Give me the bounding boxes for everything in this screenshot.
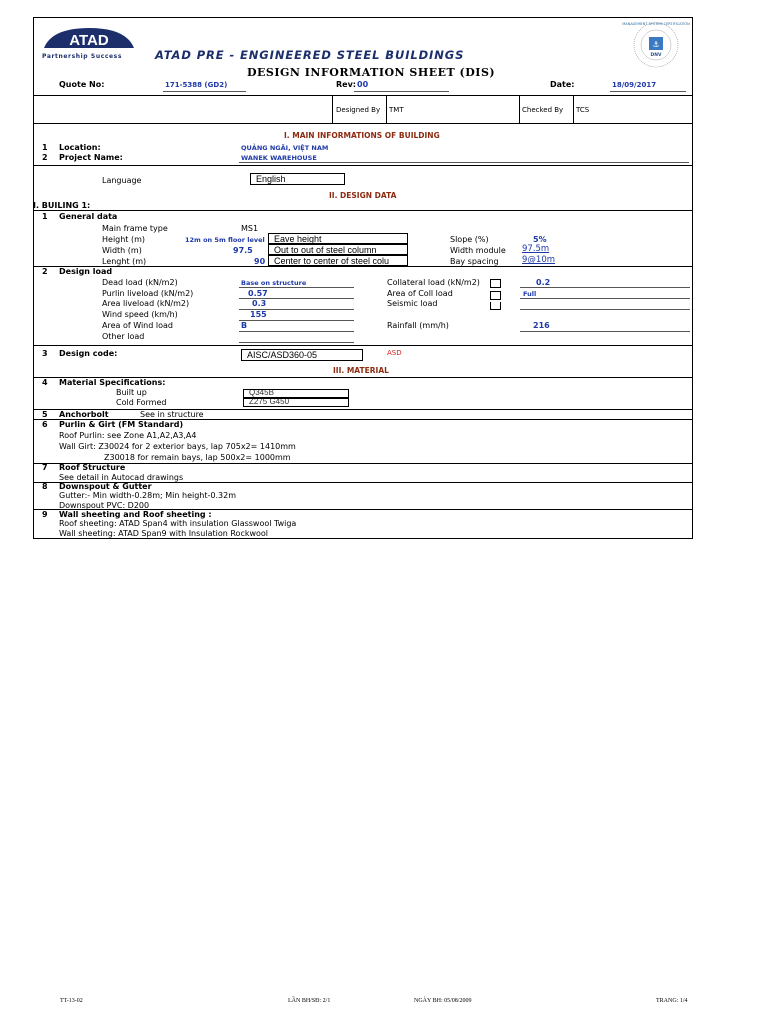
- design-load-label: Design load: [59, 267, 113, 276]
- row-number: 8: [42, 482, 48, 491]
- slope-value: 5%: [533, 235, 547, 244]
- row-number: 1: [42, 212, 48, 221]
- area-liveload-value: 0.3: [252, 299, 267, 308]
- row-number: 1: [42, 143, 48, 152]
- built-up-label: Built up: [116, 388, 147, 397]
- footer-issue-date: NGÀY BH: 05/08/2009: [414, 998, 472, 1004]
- width-value: 97.5: [233, 246, 253, 255]
- width-module-value: 97.5m: [522, 244, 550, 254]
- rev-label: Rev:: [336, 80, 356, 89]
- dead-load-value: Base on structure: [241, 279, 307, 287]
- main-frame-value: MS1: [241, 224, 259, 233]
- slope-label: Slope (%): [450, 235, 489, 244]
- row-number: 4: [42, 378, 48, 387]
- footer-edition: LẦN BH/SĐ: 2/1: [288, 998, 331, 1004]
- section-material-title: III. MATERIAL: [333, 366, 389, 375]
- collateral-load-checkbox[interactable]: [490, 279, 501, 288]
- footer-form-code: TT-13-02: [60, 998, 83, 1004]
- language-label: Language: [102, 176, 142, 185]
- sheet-title: DESIGN INFORMATION SHEET (DIS): [247, 66, 496, 79]
- anchorbolt-label: Anchorbolt: [59, 410, 109, 419]
- purlin-liveload-value: 0.57: [248, 289, 268, 298]
- svg-text:⚓: ⚓: [652, 40, 660, 49]
- roof-structure-line: See detail in Autocad drawings: [59, 473, 184, 482]
- row-number: 3: [42, 349, 48, 358]
- sheeting-label: Wall sheeting and Roof sheeting :: [59, 510, 212, 519]
- row-number: 6: [42, 420, 48, 429]
- sheeting-line: Wall sheeting: ATAD Span9 with Insulation Rockwool: [59, 529, 269, 538]
- roof-structure-label: Roof Structure: [59, 463, 126, 472]
- purlin-liveload-label: Purlin liveload (kN/m2): [102, 289, 194, 298]
- coll-area-checkbox[interactable]: [490, 291, 501, 300]
- general-data-label: General data: [59, 212, 118, 221]
- cold-formed-field[interactable]: Z275 G450: [243, 398, 349, 407]
- svg-text:DNV: DNV: [650, 53, 662, 58]
- row-number: 7: [42, 463, 48, 472]
- project-name-label: Project Name:: [59, 153, 123, 162]
- coll-area-value: Full: [523, 290, 537, 298]
- dead-load-label: Dead load (kN/m2): [102, 278, 178, 287]
- downspout-gutter-label: Downspout & Gutter: [59, 482, 152, 491]
- checked-by-label: Checked By: [522, 106, 564, 114]
- row-number: 9: [42, 510, 48, 519]
- seismic-load-label: Seismic load: [387, 299, 438, 308]
- section-main-info-title: I. MAIN INFORMATIONS OF BUILDING: [284, 131, 440, 140]
- location-label: Location:: [59, 143, 101, 152]
- area-wind-label: Area of Wind load: [102, 321, 173, 330]
- area-liveload-label: Area liveload (kN/m2): [102, 299, 190, 308]
- main-frame-label: Main frame type: [102, 224, 168, 233]
- designed-by-value: TMT: [389, 106, 404, 114]
- built-up-field[interactable]: Q345B: [243, 389, 349, 398]
- seismic-load-checkbox[interactable]: [490, 302, 501, 310]
- width-module-label: Width module: [450, 246, 506, 255]
- location-value: QUẢNG NGÃI, VIỆT NAM: [241, 144, 329, 152]
- width-label: Width (m): [102, 246, 142, 255]
- bay-spacing-label: Bay spacing: [450, 257, 499, 266]
- building-label: I. BUILING 1:: [33, 201, 91, 210]
- designed-by-label: Designed By: [336, 106, 381, 114]
- language-select[interactable]: English: [250, 173, 345, 185]
- height-value: 12m on 5m floor level: [185, 236, 265, 244]
- length-label: Lenght (m): [102, 257, 147, 266]
- wind-speed-label: Wind speed (km/h): [102, 310, 178, 319]
- length-value: 90: [254, 257, 266, 266]
- quote-value: 171-5388 (GD2): [165, 81, 228, 89]
- other-load-label: Other load: [102, 332, 145, 341]
- design-code-method: ASD: [387, 349, 402, 357]
- footer-page-number: TRANG: 1/4: [656, 998, 688, 1004]
- bay-spacing-value: 9@10m: [522, 255, 556, 265]
- cold-formed-label: Cold Formed: [116, 398, 167, 407]
- collateral-load-label: Collateral load (kN/m2): [387, 278, 480, 287]
- height-note-field[interactable]: Eave height: [268, 233, 408, 244]
- purlin-line: Roof Purlin: see Zone A1,A2,A3,A4: [59, 431, 197, 440]
- collateral-load-value: 0.2: [536, 278, 551, 287]
- downspout-line: Downspout PVC: D200: [59, 501, 150, 510]
- logo-tagline: Partnership Success: [42, 53, 123, 60]
- area-wind-value: B: [241, 321, 248, 330]
- purlin-line: Z30018 for remain bays, lap 500x2= 1000mm: [104, 453, 291, 462]
- design-code-field[interactable]: AISC/ASD360-05: [241, 349, 363, 361]
- section-design-data-title: II. DESIGN DATA: [329, 191, 397, 200]
- rainfall-label: Rainfall (mm/h): [387, 321, 449, 330]
- svg-text:ATAD: ATAD: [69, 32, 109, 49]
- wind-speed-value: 155: [250, 310, 267, 319]
- date-value: 18/09/2017: [612, 81, 657, 89]
- company-title: ATAD PRE - ENGINEERED STEEL BUILDINGS: [155, 48, 465, 62]
- sheeting-line: Roof sheeting: ATAD Span4 with insulation Glasswool Twiga: [59, 519, 297, 528]
- checked-by-value: TCS: [576, 106, 590, 114]
- downspout-line: Gutter:- Min width-0.28m; Min height-0.32m: [59, 491, 236, 500]
- anchorbolt-value: See in structure: [140, 410, 204, 419]
- material-spec-label: Material Specifications:: [59, 378, 166, 387]
- rainfall-value: 216: [533, 321, 550, 330]
- rev-value: 00: [357, 80, 369, 89]
- svg-text:MANAGEMENT SYSTEM CERTIFICATIO: MANAGEMENT SYSTEM CERTIFICATION: [622, 22, 690, 26]
- coll-area-label: Area of Coll load: [387, 289, 453, 298]
- length-note-field[interactable]: Center to center of steel colu: [268, 255, 408, 266]
- width-note-field[interactable]: Out to out of steel column: [268, 244, 408, 255]
- row-number: 5: [42, 410, 48, 419]
- purlin-line: Wall Girt: Z30024 for 2 exterior bays, lap 705x2= 1410mm: [59, 442, 296, 451]
- date-label: Date:: [550, 80, 575, 89]
- row-number: 2: [42, 153, 48, 162]
- project-name-value: WANEK WAREHOUSE: [241, 154, 317, 162]
- quote-label: Quote No:: [59, 80, 105, 89]
- row-number: 2: [42, 267, 48, 276]
- purlin-girt-label: Purlin & Girt (FM Standard): [59, 420, 184, 429]
- height-label: Height (m): [102, 235, 146, 244]
- design-code-label: Design code:: [59, 349, 118, 358]
